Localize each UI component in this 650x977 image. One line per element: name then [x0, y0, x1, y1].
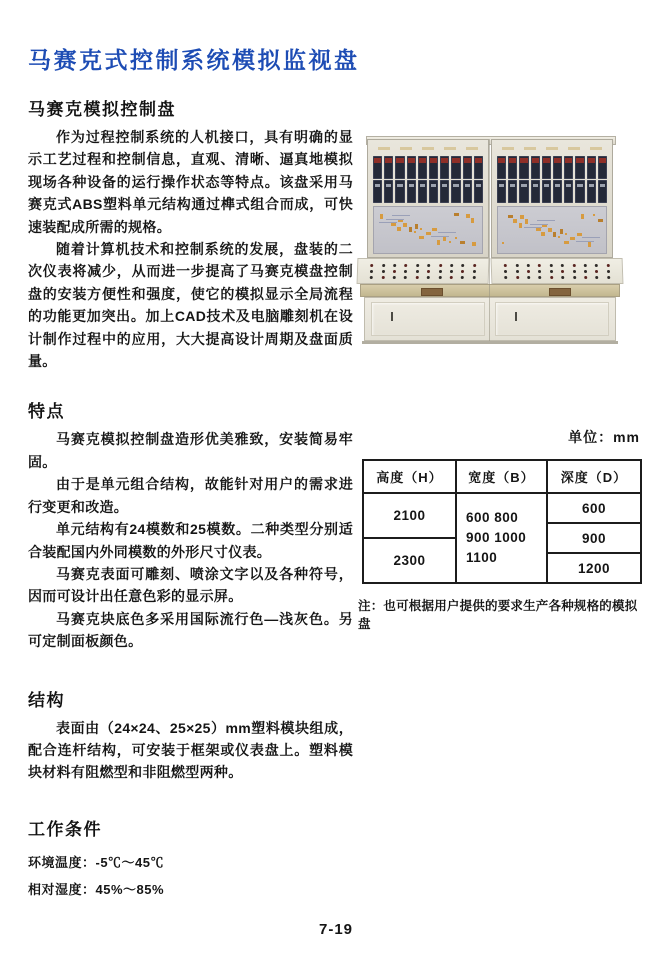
table-note: 注：也可根据用户提供的要求生产各种规格的模拟盘 — [358, 599, 638, 631]
instrument-module — [519, 156, 528, 179]
mimic-symbol — [570, 237, 575, 240]
mimic-symbol — [379, 222, 397, 223]
pushbutton — [370, 270, 373, 273]
mimic-symbol — [386, 219, 404, 220]
height-value: 2300 — [393, 553, 426, 568]
mimic-symbol — [392, 215, 410, 216]
mimic-symbol — [397, 227, 401, 231]
console-instrument-bay-left — [367, 139, 489, 258]
pushbutton — [527, 276, 530, 279]
mimic-symbol — [403, 223, 407, 227]
instrument-module — [575, 156, 584, 179]
pushbutton — [607, 270, 610, 273]
section-heading-intro: 马赛克模拟控制盘 — [28, 100, 176, 119]
pushbutton — [381, 276, 384, 279]
pushbutton — [404, 276, 407, 279]
mimic-symbol — [560, 229, 563, 234]
feature-item: 单元结构有24模数和25模数。二种类型分别适合装配国内外同模数的外形尺寸仪表。 — [28, 521, 353, 560]
mimic-symbol — [525, 219, 528, 224]
mimic-symbol — [420, 228, 422, 230]
instrument-row — [373, 156, 483, 179]
pushbutton — [393, 276, 396, 279]
console-desk-right — [491, 258, 624, 284]
pushbutton — [393, 270, 396, 273]
mimic-symbol — [513, 219, 517, 223]
pushbutton — [573, 276, 576, 279]
pushbutton — [504, 270, 507, 273]
feature-item: 马赛克模拟控制盘造形优美雅致，安装简易牢固。 — [28, 431, 353, 470]
pushbutton — [561, 264, 564, 267]
mimic-symbol — [541, 232, 545, 236]
cabinet-door — [371, 302, 485, 336]
pushbutton — [450, 264, 453, 267]
structure-paragraph: 表面由（24×24、25×25）mm塑料模块组成，配合连杆结构，可安装于框架或仪表盘上。塑料模块材料有阻燃型和非阻燃型两种。 — [28, 719, 353, 781]
nameplate — [421, 288, 443, 296]
pushbutton — [561, 276, 564, 279]
mimic-symbol — [508, 215, 513, 218]
pushbutton-grid — [366, 262, 481, 280]
pushbutton — [416, 264, 419, 267]
pushbutton — [439, 270, 442, 273]
instrument-module — [575, 180, 584, 203]
pushbutton — [370, 276, 373, 279]
console-desk-left — [357, 258, 490, 284]
pushbutton — [504, 276, 507, 279]
instrument-module — [463, 156, 472, 179]
pushbutton — [607, 264, 610, 267]
console-instrument-bay-right — [491, 139, 613, 258]
instrument-module — [598, 156, 607, 179]
pushbutton — [382, 270, 385, 273]
console-cabinet-base — [364, 297, 616, 341]
mimic-symbol — [564, 241, 569, 244]
height-column — [364, 461, 457, 582]
instrument-module — [519, 180, 528, 203]
instrument-module — [407, 156, 416, 179]
instrument-module — [598, 180, 607, 203]
mimic-symbol — [437, 240, 440, 245]
pushbutton — [416, 270, 419, 273]
column-header-width: 宽度（B） — [457, 461, 546, 494]
instrument-module — [451, 180, 460, 203]
mimic-symbol — [471, 218, 474, 223]
cabinet-door — [495, 302, 609, 336]
instrument-module — [542, 156, 551, 179]
pushbutton — [427, 270, 430, 273]
instrument-module — [429, 156, 438, 179]
instrument-module — [418, 180, 427, 203]
instrument-row — [497, 156, 607, 179]
mimic-symbol — [553, 232, 556, 237]
mimic-symbol — [558, 236, 560, 238]
instrument-module — [395, 156, 404, 179]
column-header-depth: 深度（D） — [548, 461, 640, 494]
pushbutton — [573, 270, 576, 273]
depth-value: 1200 — [577, 560, 611, 576]
instrument-module — [407, 180, 416, 203]
instrument-module — [440, 156, 449, 179]
mimic-symbol — [460, 241, 465, 244]
dimension-spec-table — [362, 459, 642, 584]
mimic-symbol — [565, 233, 567, 235]
mimic-symbol — [438, 232, 456, 233]
instrument-module — [429, 180, 438, 203]
pushbutton — [404, 270, 407, 273]
mimic-symbol — [524, 227, 542, 228]
mimic-symbol — [426, 232, 431, 235]
pushbutton — [382, 264, 385, 267]
module-label-strip — [497, 142, 607, 155]
instrument-module — [373, 156, 382, 179]
mimic-symbol — [431, 236, 449, 237]
mimic-symbol — [582, 237, 600, 238]
pushbutton — [584, 264, 587, 267]
feature-item: 马赛克表面可雕刻、喷涂文字以及各种符号，因而可设计出任意色彩的显示屏。 — [28, 565, 353, 605]
pushbutton — [572, 264, 575, 267]
console-bay-seam — [489, 139, 490, 341]
instrument-module — [553, 180, 562, 203]
pushbutton — [370, 264, 373, 267]
instrument-module — [373, 180, 382, 203]
instrument-module — [418, 156, 427, 179]
unit-label: 单位：mm — [568, 429, 640, 445]
mimic-symbol — [455, 237, 457, 239]
mimic-symbol — [454, 213, 459, 216]
mimic-symbol — [419, 236, 424, 239]
pushbutton — [450, 276, 453, 279]
intro-paragraph-2: 随着计算机技术和控制系统的发展，盘装的二次仪表将减少，从而进一步提高了马赛克模盘控制盘的安装方便性和强度，使它的模拟显示全局流程的功能更加突出。加上CAD技术及电脑雕刻机在设计制作过程中的应用，大大提高设计周期及盘面质量。 — [28, 241, 353, 370]
width-column — [457, 461, 548, 582]
pushbutton — [550, 264, 553, 267]
mimic-symbol — [520, 215, 524, 219]
mimic-symbol — [581, 214, 584, 219]
pushbutton — [516, 276, 519, 279]
section-heading-features: 特点 — [28, 402, 65, 422]
console-photo — [356, 112, 644, 364]
left-text-column — [28, 95, 353, 903]
pushbutton — [473, 270, 476, 273]
instrument-module — [451, 156, 460, 179]
mimic-symbol — [577, 233, 582, 236]
pushbutton — [584, 276, 587, 279]
pushbutton — [596, 276, 599, 279]
instrument-module — [474, 156, 483, 179]
pushbutton — [427, 276, 430, 279]
working-humidity: 相对湿度：45%～85% — [28, 881, 165, 897]
mimic-symbol — [443, 236, 446, 241]
pushbutton-grid — [500, 262, 615, 280]
instrument-module — [553, 156, 562, 179]
pushbutton — [527, 270, 530, 273]
mimic-diagram-panel — [373, 206, 483, 254]
pushbutton — [550, 270, 553, 273]
page-number: 7-19 — [318, 921, 354, 938]
instrument-module — [474, 180, 483, 203]
section-heading-working-conditions: 工作条件 — [28, 819, 102, 839]
mimic-symbol — [530, 224, 548, 225]
pushbutton — [515, 264, 518, 267]
instrument-module — [463, 180, 472, 203]
pushbutton — [393, 264, 396, 267]
instrument-module — [531, 156, 540, 179]
instrument-module — [587, 180, 596, 203]
pushbutton — [527, 264, 530, 267]
instrument-module — [497, 156, 506, 179]
pushbutton — [539, 276, 542, 279]
pushbutton — [550, 276, 553, 279]
pushbutton — [584, 270, 587, 273]
width-values-line: 900 1000 1100 — [466, 530, 527, 565]
console-front-strip — [360, 284, 620, 297]
pushbutton — [416, 276, 419, 279]
instrument-module — [440, 180, 449, 203]
pushbutton — [607, 276, 610, 279]
column-header-height: 高度（H） — [364, 461, 455, 494]
instrument-module — [531, 180, 540, 203]
pushbutton — [405, 264, 408, 267]
pushbutton — [461, 276, 464, 279]
mimic-diagram-panel — [497, 206, 607, 254]
pushbutton — [516, 270, 519, 273]
instrument-module — [508, 156, 517, 179]
mimic-symbol — [409, 227, 412, 232]
depth-value: 600 — [548, 494, 640, 524]
nameplate — [549, 288, 571, 296]
mimic-symbol — [588, 242, 591, 247]
pushbutton — [538, 270, 541, 273]
instrument-row — [497, 180, 607, 203]
mimic-symbol — [548, 228, 552, 232]
mimic-symbol — [415, 224, 418, 229]
mimic-symbol — [576, 241, 594, 242]
feature-item: 由于是单元组合结构，故能针对用户的需求进行变更和改造。 — [28, 476, 353, 515]
instrument-module — [564, 156, 573, 179]
page-title: 马赛克式控制系统模拟监视盘 — [28, 47, 360, 73]
instrument-module — [384, 180, 393, 203]
section-heading-structure: 结构 — [28, 690, 65, 710]
instrument-row — [373, 180, 483, 203]
height-value: 2100 — [364, 494, 455, 539]
instrument-module — [564, 180, 573, 203]
pushbutton — [595, 264, 598, 267]
door-handle — [391, 312, 393, 321]
instrument-module — [508, 180, 517, 203]
pushbutton — [438, 276, 441, 279]
pushbutton — [538, 264, 541, 267]
mimic-symbol — [380, 214, 383, 219]
depth-value: 900 — [548, 524, 640, 554]
mimic-symbol — [598, 219, 603, 222]
intro-paragraph-1: 作为过程控制系统的人机接口，具有明确的显示工艺过程和控制信息，直观、清晰、逼真地模拟现场各种设备的运行操作状态等特点。该盘采用马赛克式ABS塑料单元结构通过榫式组合而成，可快速装配成所需的规格。 — [28, 129, 353, 235]
pushbutton — [462, 264, 465, 267]
instrument-module — [497, 180, 506, 203]
instrument-module — [587, 156, 596, 179]
width-values-line: 600 800 — [466, 510, 519, 525]
door-handle — [515, 312, 517, 321]
mimic-symbol — [519, 223, 522, 228]
pushbutton — [473, 264, 476, 267]
mimic-symbol — [414, 231, 416, 233]
pushbutton — [450, 270, 453, 273]
pushbutton — [561, 270, 564, 273]
depth-column — [548, 461, 640, 582]
mimic-symbol — [449, 241, 451, 243]
mimic-symbol — [466, 214, 470, 218]
instrument-module — [542, 180, 551, 203]
mimic-symbol — [432, 228, 437, 231]
mimic-symbol — [593, 214, 595, 216]
instrument-module — [395, 180, 404, 203]
instrument-module — [384, 156, 393, 179]
pushbutton — [473, 276, 476, 279]
feature-item: 马赛克块底色多采用国际流行色—浅灰色。另可定制面板颜色。 — [28, 610, 353, 650]
module-label-strip — [373, 142, 483, 155]
working-temperature: 环境温度：-5℃～45℃ — [28, 854, 165, 870]
console-base-shadow — [362, 341, 618, 344]
mimic-symbol — [537, 220, 555, 221]
width-values — [457, 494, 546, 582]
pushbutton — [595, 270, 598, 273]
pushbutton — [427, 264, 430, 267]
mimic-symbol — [472, 242, 476, 246]
mimic-symbol — [502, 242, 504, 244]
pushbutton — [439, 264, 442, 267]
pushbutton — [461, 270, 464, 273]
pushbutton — [504, 264, 507, 267]
